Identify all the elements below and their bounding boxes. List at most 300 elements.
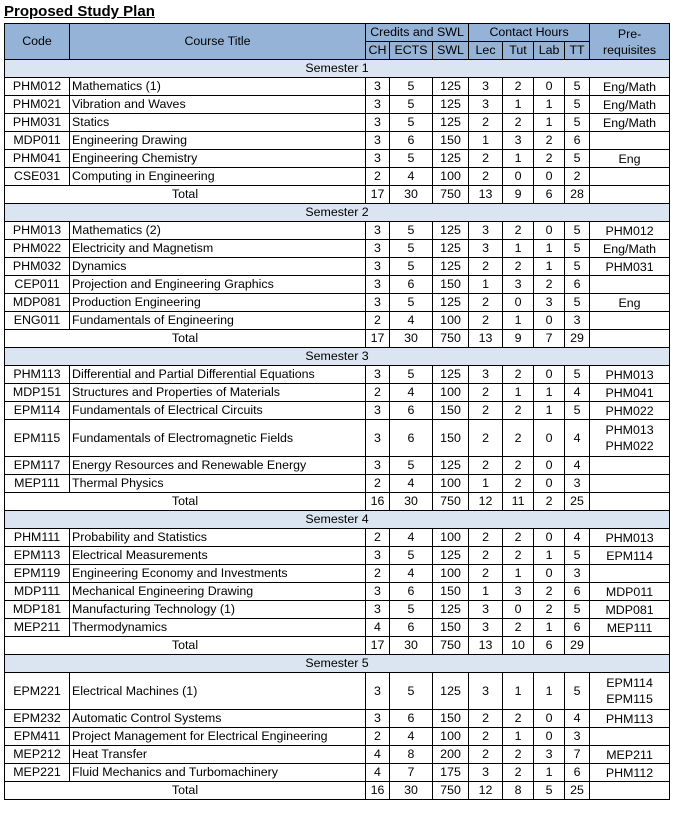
course-row	[5, 529, 670, 547]
total-swl: 750	[433, 330, 469, 348]
course-lab: 2	[534, 276, 565, 294]
prerequisite-code: PHM022	[605, 403, 654, 418]
prerequisite-code: PHM013	[605, 423, 654, 437]
course-tut: 2	[503, 402, 534, 420]
course-swl: 125	[433, 222, 469, 240]
course-row	[5, 402, 670, 420]
course-tt: 2	[565, 168, 590, 186]
course-code: EPM114	[5, 402, 70, 420]
total-tut: 9	[503, 330, 534, 348]
prerequisite-code: PHM113	[605, 711, 654, 726]
course-tt: 4	[565, 384, 590, 402]
course-swl: 125	[433, 96, 469, 114]
course-tt: 5	[565, 150, 590, 168]
total-ects: 30	[390, 330, 433, 348]
course-ch: 3	[366, 420, 390, 457]
total-lec: 13	[469, 637, 503, 655]
course-title: Differential and Partial Differential Equations	[70, 366, 366, 384]
course-row	[5, 746, 670, 764]
prerequisite-code: Eng/Math	[603, 97, 657, 112]
course-ects: 6	[390, 619, 433, 637]
course-lec: 2	[469, 529, 503, 547]
course-lec: 1	[469, 583, 503, 601]
course-lec: 3	[469, 240, 503, 258]
course-swl: 125	[433, 258, 469, 276]
course-lec: 2	[469, 420, 503, 457]
course-ch: 2	[366, 475, 390, 493]
course-tut: 2	[503, 222, 534, 240]
header-lab: Lab	[534, 42, 565, 60]
course-ch: 4	[366, 619, 390, 637]
course-ch: 3	[366, 150, 390, 168]
course-swl: 100	[433, 384, 469, 402]
course-row	[5, 78, 670, 96]
course-lab: 1	[534, 96, 565, 114]
course-row	[5, 565, 670, 583]
course-title: Mathematics (1)	[70, 78, 366, 96]
course-lab: 0	[534, 78, 565, 96]
course-row	[5, 673, 670, 710]
total-ch: 16	[366, 493, 390, 511]
course-prerequisites	[590, 96, 670, 114]
course-lab: 0	[534, 420, 565, 457]
prerequisite-code: PHM013	[605, 530, 654, 545]
course-ch: 2	[366, 312, 390, 330]
course-ects: 6	[390, 420, 433, 457]
course-code: MEP211	[5, 619, 70, 637]
course-prerequisites	[590, 710, 670, 728]
course-ects: 8	[390, 746, 433, 764]
course-lab: 1	[534, 619, 565, 637]
course-tt: 5	[565, 78, 590, 96]
course-tut: 1	[503, 150, 534, 168]
prerequisite-code: PHM031	[605, 259, 654, 274]
course-ch: 3	[366, 240, 390, 258]
total-swl: 750	[433, 782, 469, 800]
header-credits-swl: Credits and SWL	[366, 24, 469, 42]
course-row	[5, 728, 670, 746]
course-lec: 1	[469, 475, 503, 493]
course-prerequisites	[590, 457, 670, 475]
course-tut: 1	[503, 240, 534, 258]
course-swl: 100	[433, 312, 469, 330]
course-prerequisites	[590, 240, 670, 258]
course-ects: 6	[390, 583, 433, 601]
course-swl: 100	[433, 168, 469, 186]
semester-label: Semester 5	[5, 655, 670, 673]
header-tt: TT	[565, 42, 590, 60]
header-ects: ECTS	[390, 42, 433, 60]
course-lab: 0	[534, 168, 565, 186]
total-ch: 17	[366, 186, 390, 204]
course-lab: 0	[534, 710, 565, 728]
course-code: CSE031	[5, 168, 70, 186]
course-prerequisites	[590, 420, 670, 457]
total-swl: 750	[433, 493, 469, 511]
course-tt: 5	[565, 547, 590, 565]
total-tut: 11	[503, 493, 534, 511]
course-ch: 2	[366, 168, 390, 186]
course-swl: 125	[433, 114, 469, 132]
header-prereq-line2: requisites	[603, 42, 657, 57]
course-ch: 2	[366, 565, 390, 583]
course-ects: 7	[390, 764, 433, 782]
course-ch: 3	[366, 601, 390, 619]
course-tt: 7	[565, 746, 590, 764]
course-lec: 2	[469, 728, 503, 746]
course-tt: 5	[565, 258, 590, 276]
course-lec: 2	[469, 258, 503, 276]
course-prerequisites	[590, 673, 670, 710]
course-title: Computing in Engineering	[70, 168, 366, 186]
total-ects: 30	[390, 637, 433, 655]
header-course-title: Course Title	[70, 24, 366, 60]
course-code: PHM113	[5, 366, 70, 384]
total-tt: 25	[565, 782, 590, 800]
course-prerequisites	[590, 114, 670, 132]
course-tut: 3	[503, 276, 534, 294]
total-lec: 13	[469, 186, 503, 204]
course-swl: 125	[433, 457, 469, 475]
total-prereq-empty	[590, 493, 670, 511]
course-row	[5, 258, 670, 276]
course-ch: 2	[366, 728, 390, 746]
course-title: Dynamics	[70, 258, 366, 276]
course-tt: 6	[565, 583, 590, 601]
course-code: PHM022	[5, 240, 70, 258]
course-tut: 1	[503, 312, 534, 330]
course-tut: 1	[503, 96, 534, 114]
prerequisite-code: MDP081	[605, 602, 654, 617]
course-prerequisites	[590, 168, 670, 186]
course-ch: 3	[366, 547, 390, 565]
course-lec: 2	[469, 402, 503, 420]
header-prereq-line1: Pre-	[617, 26, 642, 41]
course-swl: 125	[433, 673, 469, 710]
course-row	[5, 132, 670, 150]
course-ch: 3	[366, 78, 390, 96]
header-tut: Tut	[503, 42, 534, 60]
course-title: Thermodynamics	[70, 619, 366, 637]
course-ch: 3	[366, 114, 390, 132]
course-prerequisites	[590, 402, 670, 420]
prerequisite-code: PHM112	[605, 765, 654, 780]
semester-label: Semester 4	[5, 511, 670, 529]
course-ects: 4	[390, 384, 433, 402]
course-prerequisites	[590, 150, 670, 168]
semester-header-row	[5, 204, 670, 222]
course-code: EPM119	[5, 565, 70, 583]
course-tut: 2	[503, 764, 534, 782]
course-lec: 3	[469, 619, 503, 637]
course-title: Thermal Physics	[70, 475, 366, 493]
total-ects: 30	[390, 493, 433, 511]
course-prerequisites	[590, 601, 670, 619]
course-lec: 2	[469, 168, 503, 186]
course-code: ENG011	[5, 312, 70, 330]
course-code: MDP081	[5, 294, 70, 312]
semester-label: Semester 1	[5, 60, 670, 78]
course-swl: 100	[433, 475, 469, 493]
course-lec: 2	[469, 114, 503, 132]
course-tt: 6	[565, 619, 590, 637]
prerequisite-code: MEP211	[606, 747, 653, 762]
prerequisite-code: PHM012	[605, 223, 654, 238]
course-title: Heat Transfer	[70, 746, 366, 764]
course-tut: 2	[503, 420, 534, 457]
course-title: Fluid Mechanics and Turbomachinery	[70, 764, 366, 782]
course-title: Electrical Machines (1)	[70, 673, 366, 710]
course-lab: 0	[534, 529, 565, 547]
prerequisite-code: Eng/Math	[603, 241, 657, 256]
course-row	[5, 240, 670, 258]
course-lec: 2	[469, 457, 503, 475]
course-tut: 2	[503, 547, 534, 565]
course-lab: 0	[534, 565, 565, 583]
course-code: MDP151	[5, 384, 70, 402]
course-swl: 150	[433, 132, 469, 150]
course-title: Projection and Engineering Graphics	[70, 276, 366, 294]
course-lab: 0	[534, 728, 565, 746]
course-tut: 2	[503, 457, 534, 475]
course-row	[5, 384, 670, 402]
course-tut: 1	[503, 384, 534, 402]
course-tut: 2	[503, 366, 534, 384]
total-row	[5, 637, 670, 655]
total-lec: 12	[469, 782, 503, 800]
course-lab: 3	[534, 294, 565, 312]
course-swl: 150	[433, 583, 469, 601]
course-swl: 125	[433, 78, 469, 96]
course-tut: 2	[503, 78, 534, 96]
prerequisite-code: EPM114	[606, 676, 653, 690]
total-label: Total	[5, 782, 366, 800]
course-swl: 175	[433, 764, 469, 782]
course-ects: 4	[390, 168, 433, 186]
total-prereq-empty	[590, 186, 670, 204]
course-code: EPM411	[5, 728, 70, 746]
course-ects: 5	[390, 150, 433, 168]
course-code: PHM111	[5, 529, 70, 547]
total-prereq-empty	[590, 330, 670, 348]
course-code: PHM021	[5, 96, 70, 114]
course-ch: 4	[366, 746, 390, 764]
course-row	[5, 96, 670, 114]
course-lec: 2	[469, 746, 503, 764]
course-title: Fundamentals of Electromagnetic Fields	[70, 420, 366, 457]
course-row	[5, 366, 670, 384]
course-prerequisites	[590, 222, 670, 240]
course-lec: 3	[469, 96, 503, 114]
prerequisite-code: PHM041	[605, 385, 654, 400]
course-ects: 5	[390, 366, 433, 384]
course-tt: 6	[565, 276, 590, 294]
total-lab: 6	[534, 186, 565, 204]
course-ects: 6	[390, 276, 433, 294]
semester-label: Semester 2	[5, 204, 670, 222]
prerequisite-code: PHM013	[605, 367, 654, 382]
course-swl: 100	[433, 728, 469, 746]
course-lec: 2	[469, 384, 503, 402]
course-row	[5, 168, 670, 186]
course-title: Mechanical Engineering Drawing	[70, 583, 366, 601]
semester-header-row	[5, 60, 670, 78]
course-tt: 5	[565, 294, 590, 312]
total-row	[5, 493, 670, 511]
course-lab: 0	[534, 457, 565, 475]
course-ch: 3	[366, 457, 390, 475]
course-lab: 1	[534, 384, 565, 402]
course-tut: 1	[503, 565, 534, 583]
course-ects: 4	[390, 565, 433, 583]
course-title: Energy Resources and Renewable Energy	[70, 457, 366, 475]
course-lec: 1	[469, 132, 503, 150]
course-tut: 2	[503, 258, 534, 276]
total-swl: 750	[433, 186, 469, 204]
course-row	[5, 114, 670, 132]
total-tt: 29	[565, 330, 590, 348]
course-tut: 2	[503, 475, 534, 493]
course-code: CEP011	[5, 276, 70, 294]
course-tut: 2	[503, 619, 534, 637]
course-title: Automatic Control Systems	[70, 710, 366, 728]
prerequisite-code: MEP111	[606, 620, 653, 635]
course-lec: 2	[469, 312, 503, 330]
course-ects: 5	[390, 547, 433, 565]
semester-label: Semester 3	[5, 348, 670, 366]
course-tut: 3	[503, 132, 534, 150]
course-lec: 3	[469, 78, 503, 96]
course-tt: 5	[565, 96, 590, 114]
course-tt: 5	[565, 114, 590, 132]
course-ects: 5	[390, 222, 433, 240]
course-prerequisites	[590, 384, 670, 402]
course-title: Engineering Drawing	[70, 132, 366, 150]
course-ects: 5	[390, 96, 433, 114]
header-lec: Lec	[469, 42, 503, 60]
course-ch: 3	[366, 710, 390, 728]
course-lab: 0	[534, 312, 565, 330]
course-code: MEP111	[5, 475, 70, 493]
total-label: Total	[5, 493, 366, 511]
course-row	[5, 150, 670, 168]
course-title: Fundamentals of Engineering	[70, 312, 366, 330]
course-ch: 3	[366, 258, 390, 276]
course-swl: 200	[433, 746, 469, 764]
course-lec: 2	[469, 547, 503, 565]
course-code: EPM232	[5, 710, 70, 728]
course-code: PHM041	[5, 150, 70, 168]
total-prereq-empty	[590, 637, 670, 655]
course-prerequisites	[590, 565, 670, 583]
study-plan-table	[4, 23, 670, 800]
semester-header-row	[5, 655, 670, 673]
total-lab: 6	[534, 637, 565, 655]
course-prerequisites	[590, 475, 670, 493]
course-ects: 5	[390, 258, 433, 276]
course-tt: 5	[565, 366, 590, 384]
total-row	[5, 782, 670, 800]
course-ects: 4	[390, 312, 433, 330]
course-ects: 5	[390, 240, 433, 258]
course-tut: 0	[503, 294, 534, 312]
total-tut: 8	[503, 782, 534, 800]
course-ch: 3	[366, 132, 390, 150]
course-tt: 4	[565, 529, 590, 547]
course-lab: 1	[534, 114, 565, 132]
course-lec: 3	[469, 673, 503, 710]
course-prerequisites	[590, 728, 670, 746]
course-lab: 1	[534, 547, 565, 565]
course-prerequisites	[590, 529, 670, 547]
course-row	[5, 619, 670, 637]
course-tt: 5	[565, 222, 590, 240]
course-swl: 125	[433, 150, 469, 168]
prerequisite-code: EPM115	[606, 692, 653, 706]
course-prerequisites	[590, 366, 670, 384]
course-swl: 150	[433, 402, 469, 420]
course-code: EPM115	[5, 420, 70, 457]
total-lec: 12	[469, 493, 503, 511]
course-tt: 3	[565, 728, 590, 746]
header-prerequisites	[590, 24, 670, 60]
total-label: Total	[5, 330, 366, 348]
total-tut: 9	[503, 186, 534, 204]
course-tt: 5	[565, 402, 590, 420]
course-prerequisites	[590, 276, 670, 294]
course-ch: 3	[366, 294, 390, 312]
course-swl: 150	[433, 276, 469, 294]
prerequisite-code: EPM114	[606, 548, 653, 563]
course-code: MEP212	[5, 746, 70, 764]
course-code: PHM032	[5, 258, 70, 276]
course-lec: 3	[469, 222, 503, 240]
course-tut: 3	[503, 583, 534, 601]
header-ch: CH	[366, 42, 390, 60]
course-ch: 2	[366, 384, 390, 402]
course-row	[5, 764, 670, 782]
course-title: Structures and Properties of Materials	[70, 384, 366, 402]
total-ch: 16	[366, 782, 390, 800]
course-ects: 5	[390, 601, 433, 619]
total-lab: 2	[534, 493, 565, 511]
course-lec: 3	[469, 601, 503, 619]
course-tt: 3	[565, 312, 590, 330]
course-lab: 3	[534, 746, 565, 764]
course-title: Electrical Measurements	[70, 547, 366, 565]
total-lec: 13	[469, 330, 503, 348]
course-swl: 125	[433, 547, 469, 565]
course-code: EPM221	[5, 673, 70, 710]
course-prerequisites	[590, 258, 670, 276]
total-lab: 5	[534, 782, 565, 800]
course-ch: 3	[366, 366, 390, 384]
course-swl: 100	[433, 565, 469, 583]
total-row	[5, 186, 670, 204]
course-ects: 5	[390, 294, 433, 312]
course-lab: 2	[534, 150, 565, 168]
course-ects: 5	[390, 114, 433, 132]
course-lab: 0	[534, 366, 565, 384]
course-prerequisites	[590, 132, 670, 150]
course-tt: 5	[565, 673, 590, 710]
total-swl: 750	[433, 637, 469, 655]
course-code: PHM013	[5, 222, 70, 240]
total-label: Total	[5, 186, 366, 204]
course-lab: 0	[534, 475, 565, 493]
course-row	[5, 547, 670, 565]
course-ects: 5	[390, 78, 433, 96]
